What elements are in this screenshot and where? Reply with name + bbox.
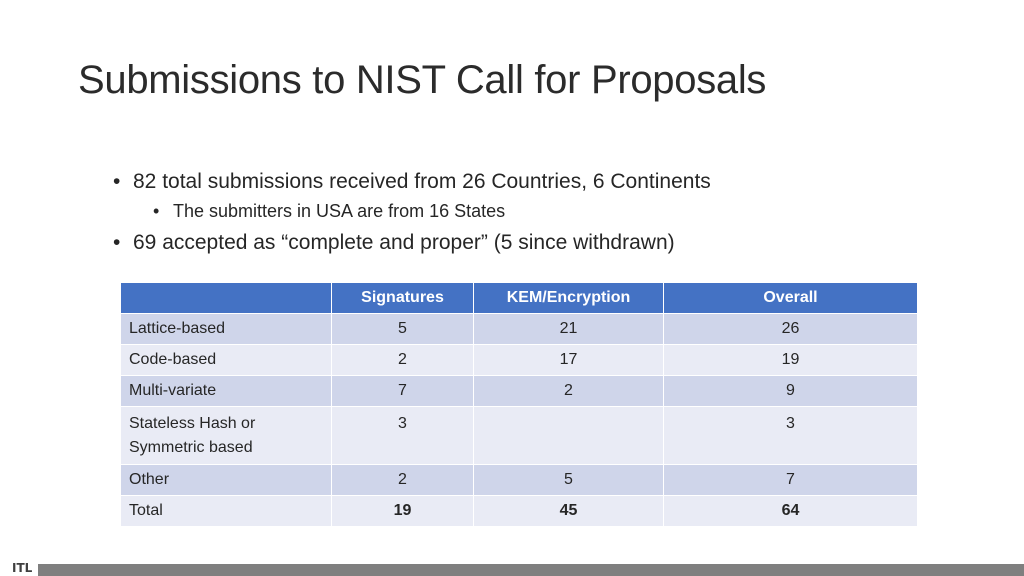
cell-signatures: 19 [332,495,474,526]
footer-bar [38,564,1024,576]
sub-bullet-item [153,198,913,224]
cell-overall: 64 [664,495,917,526]
row-label: Other [121,464,332,495]
row-label: Code-based [121,344,332,375]
row-label: Total [121,495,332,526]
cell-kem: 21 [474,313,664,344]
header-cell-signatures: Signatures [332,283,474,313]
table-row [121,344,917,375]
cell-signatures: 3 [332,406,474,464]
cell-overall: 7 [664,464,917,495]
bullet-marker: • [113,170,121,193]
cell-kem: 5 [474,464,664,495]
bullet-marker: • [113,231,121,254]
submissions-table [121,283,917,526]
header-cell-overall: Overall [664,283,917,313]
bullet-item [113,168,913,196]
bullet-item [113,229,913,257]
row-label: Multi-variate [121,375,332,406]
cell-kem: 2 [474,375,664,406]
cell-overall: 26 [664,313,917,344]
table-row [121,464,917,495]
bullet-text: 69 accepted as “complete and proper” (5 since withdrawn) [133,231,675,254]
table-row-total [121,495,917,526]
cell-overall: 19 [664,344,917,375]
cell-kem: 17 [474,344,664,375]
cell-kem: 45 [474,495,664,526]
table-header-row [121,283,917,313]
row-label: Stateless Hash or Symmetric based [121,406,332,464]
cell-signatures: 7 [332,375,474,406]
itl-logo: ITL [12,561,33,575]
table-row [121,313,917,344]
cell-signatures: 2 [332,344,474,375]
header-cell-kem: KEM/Encryption [474,283,664,313]
bullet-marker: • [153,201,160,221]
sub-bullet-text: The submitters in USA are from 16 States [173,201,506,221]
cell-overall: 9 [664,375,917,406]
bullet-list [113,168,913,257]
cell-signatures: 2 [332,464,474,495]
cell-overall: 3 [664,406,917,464]
table-row [121,375,917,406]
bullet-text: 82 total submissions received from 26 Countries, 6 Continents [133,170,711,193]
cell-signatures: 5 [332,313,474,344]
row-label: Lattice-based [121,313,332,344]
header-cell-category [121,283,332,313]
cell-kem [474,406,664,464]
slide-title: Submissions to NIST Call for Proposals [78,58,767,102]
table-row [121,406,917,464]
